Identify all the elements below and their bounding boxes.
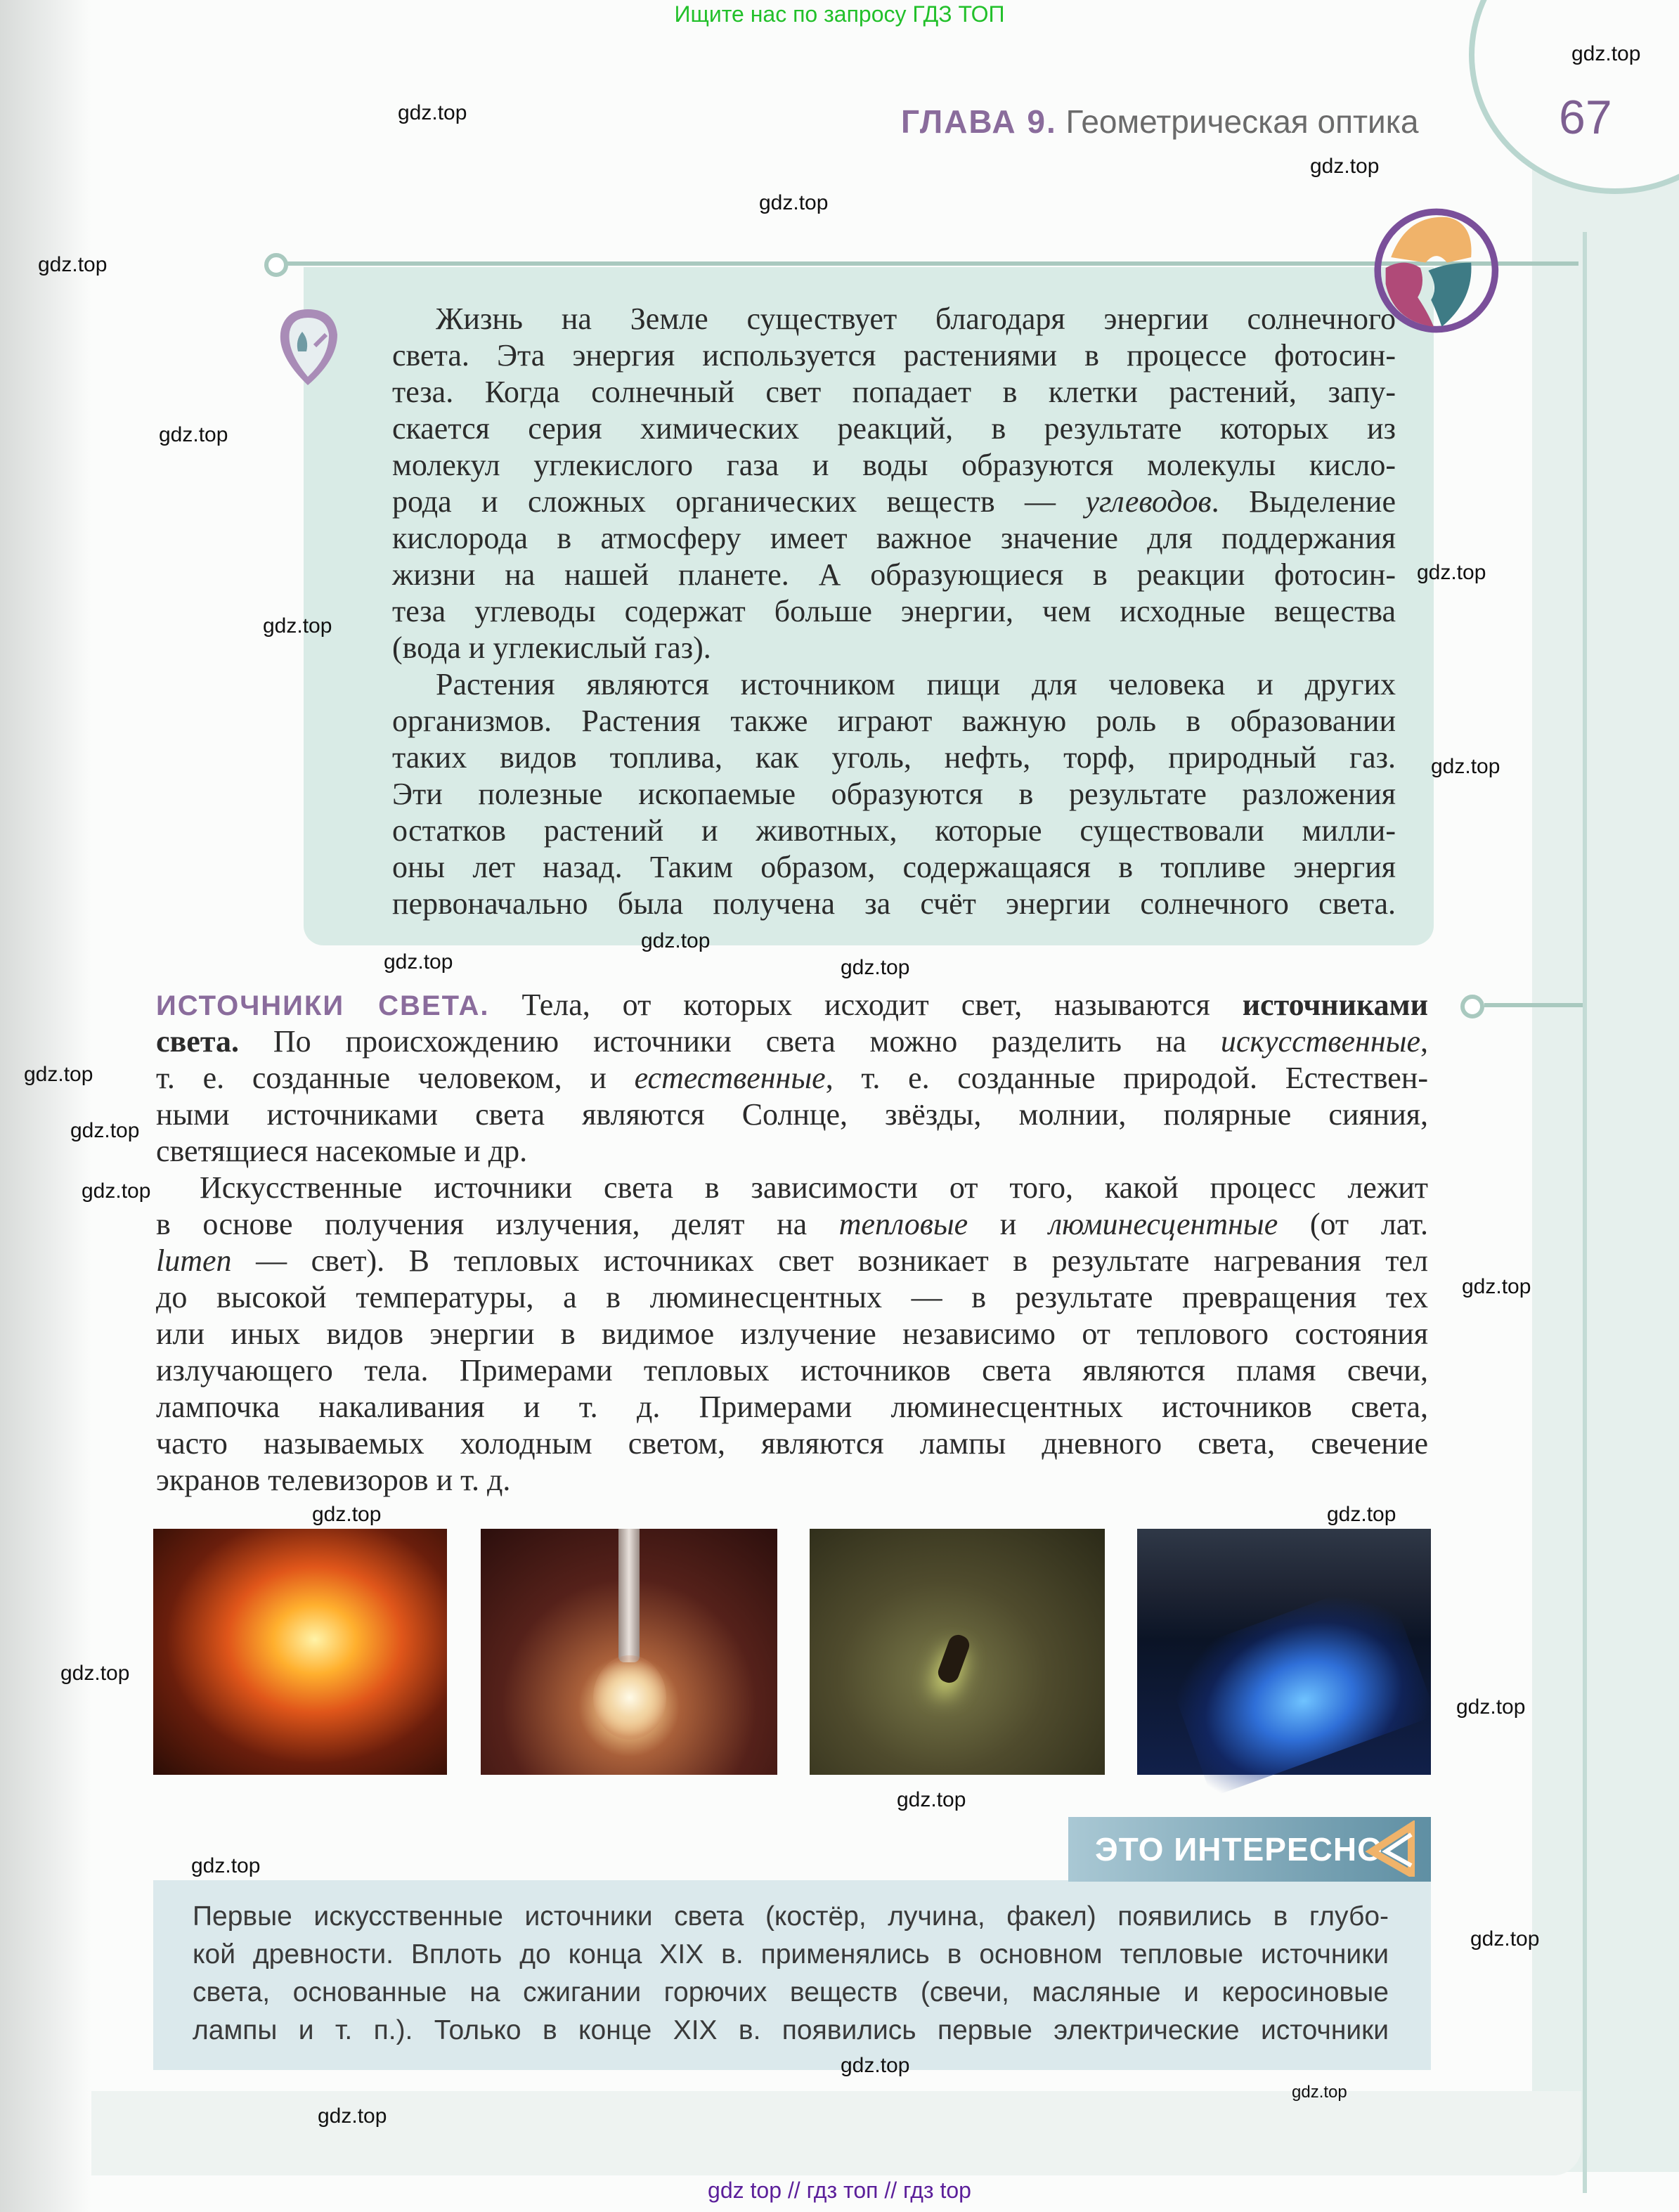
text-line [156,1462,1428,1499]
text-line [392,739,1396,776]
watermark: gdz.top [70,1119,140,1142]
italic-term: lumen [156,1243,232,1278]
text-segment: экранов телевизоров и т. д. [156,1463,511,1497]
watermark: gdz.top [841,956,910,979]
watermark: gdz.top [1417,561,1486,584]
text-line [156,1243,1428,1279]
text-segment: , [1420,1024,1428,1059]
watermark: gdz.top [1462,1275,1531,1298]
watermark: gdz.top [1292,2083,1347,2102]
text-segment: Растения являются источником пищи для человека и других [436,667,1396,701]
watermark: gdz.top [398,101,467,124]
top-banner[interactable]: Ищите нас по запросу ГДЗ ТОП [674,1,1005,27]
text-line [392,374,1396,410]
right-margin-band [1532,35,1679,2172]
text-line [193,1936,1389,1974]
text-segment: , т. е. созданные природой. Естествен- [825,1061,1428,1095]
interesting-text [193,1898,1389,2050]
text-segment: светящиеся насекомые и др. [156,1134,528,1168]
text-line [156,1170,1428,1206]
light-sources-section [156,987,1428,1499]
text-line [156,1425,1428,1462]
impossible-triangle-icon [1363,1820,1420,1877]
text-segment: лампочка накаливания и т. д. Примерами люминесцентных источников света, [156,1390,1428,1424]
divider-dot [264,253,288,277]
text-segment: рода и сложных органических веществ — [392,484,1086,519]
text-segment: света. Эта энергия используется растениями в процессе фотосин- [392,338,1396,373]
text-line [193,2012,1389,2050]
text-line [392,776,1396,813]
text-line [392,447,1396,484]
chapter-header [901,103,1418,141]
text-segment: часто называемых холодным светом, являются лампы дневного света, свечение [156,1426,1428,1461]
watermark: gdz.top [318,2104,387,2128]
watermark: gdz.top [24,1063,93,1086]
watermark: gdz.top [1470,1927,1540,1951]
text-segment: кислорода в атмосферу имеет важное значение для поддержания [392,521,1396,555]
watermark: gdz.top [1571,42,1641,65]
text-segment: . Выделение [1211,484,1396,519]
text-segment: Тела, от которых исходит свет, называются [489,988,1243,1022]
text-line [392,301,1396,337]
italic-term: тепловые [838,1207,968,1241]
text-segment: т. е. созданные человеком, и [156,1061,635,1095]
bold-term: света. [156,1024,239,1059]
text-line [156,1206,1428,1243]
text-segment: таких видов топлива, как уголь, нефть, торф, природный газ. [392,740,1396,775]
text-segment: Искусственные источники света в зависимости от того, какой процесс лежит [200,1170,1428,1205]
text-line [392,484,1396,520]
italic-term: углеводов [1085,484,1212,519]
text-segment: Первые искусственные источники света (костёр, лучина, факел) появились в глубо- [193,1901,1389,1932]
text-line [156,1060,1428,1097]
text-segment: до высокой температуры, а в люминесцентных — в результате превращения тех [156,1280,1428,1314]
text-segment: (вода и углекислый газ). [392,630,711,665]
leaf-drop-icon [273,304,343,388]
blue-glow [1161,1577,1436,1797]
italic-term: искусственные [1220,1024,1420,1059]
text-line [156,1389,1428,1425]
italic-term: люминесцентные [1048,1207,1278,1241]
section-rule [1484,1003,1583,1007]
watermark: gdz.top [1456,1695,1526,1719]
text-segment: или иных видов энергии в видимое излучение независимо от теплового состояния [156,1317,1428,1351]
watermark: gdz.top [1431,755,1500,778]
section-dot [1460,995,1484,1018]
text-segment: теза углеводы содержат больше энергии, чем исходные вещества [392,594,1396,628]
page-gutter-shadow [0,0,91,2212]
text-segment: скается серия химических реакций, в результате которых из [392,411,1396,446]
text-segment: излучающего тела. Примерами тепловых источников света являются пламя свечи, [156,1353,1428,1388]
text-segment: в основе получения излучения, делят на [156,1207,839,1241]
italic-term: естественные [634,1061,826,1095]
text-segment: По происхождению источники света можно разделить на [238,1024,1221,1059]
chapter-label: ГЛАВА 9. [901,103,1057,140]
text-line [392,666,1396,703]
text-line [392,630,1396,666]
text-segment: света, основанные на сжигании горючих веществ (свечи, масляные и керосиновые [193,1977,1389,2007]
text-line [156,1279,1428,1316]
fire-photo [153,1529,447,1775]
page-number: 67 [1559,91,1612,144]
firefly [935,1632,972,1686]
text-segment: Жизнь на Земле существует благодаря энергии солнечного [436,302,1396,336]
watermark: gdz.top [384,950,453,974]
text-segment: организмов. Растения также играют важную роль в образовании [392,704,1396,738]
footer-links[interactable]: gdz top // гдз топ // гдз top [708,2178,971,2203]
watermark: gdz.top [60,1662,130,1685]
page-bottom-shade [91,2091,1581,2175]
text-segment: первоначально была получена за счёт энергии солнечного света. [392,886,1396,921]
bold-term: источниками [1242,988,1429,1022]
margin-line [1583,232,1587,2193]
text-line [392,813,1396,849]
text-segment: оны лет назад. Таким образом, содержащаяся в топливе энергия [392,850,1396,884]
text-line [156,1316,1428,1352]
light-bulb-photo [481,1529,777,1775]
watermark: gdz.top [312,1503,382,1526]
watermark: gdz.top [191,1854,261,1877]
text-segment: Эти полезные ископаемые образуются в результате разложения [392,777,1396,811]
text-line [392,410,1396,447]
watermark: gdz.top [38,253,108,276]
text-line [392,337,1396,374]
text-line [156,1352,1428,1389]
text-segment: — свет). В тепловых источниках свет возникает в результате нагревания тел [231,1243,1428,1278]
watermark: gdz.top [1310,155,1380,178]
watermark: gdz.top [263,614,332,638]
text-line [193,1974,1389,2012]
watermark: gdz.top [759,191,829,214]
interesting-tab-label: ЭТО ИНТЕРЕСНО [1095,1831,1383,1868]
text-segment: и [968,1207,1049,1241]
text-line [392,593,1396,630]
watermark: gdz.top [641,929,711,952]
text-line [156,1023,1428,1060]
firefly-photo [810,1529,1105,1775]
chapter-title: Геометрическая оптика [1056,103,1419,140]
text-segment: молекул углекислого газа и воды образуются молекулы кисло- [392,448,1396,482]
text-segment: кой древности. Вплоть до конца XIX в. применялись в основном тепловые источники [193,1939,1389,1970]
text-segment: (от лат. [1278,1207,1428,1241]
watermark: gdz.top [1327,1503,1396,1526]
text-line [156,1133,1428,1170]
bioluminescent-shore-photo [1137,1529,1431,1775]
watermark: gdz.top [897,1788,966,1811]
bulb-glow [593,1655,666,1740]
watermark: gdz.top [159,423,228,446]
text-line [392,849,1396,886]
text-line [392,520,1396,557]
text-line [156,1097,1428,1133]
text-segment: лампы и т. п.). Только в конце XIX в. появились первые электрические источники [193,2015,1389,2045]
text-line [193,1898,1389,1936]
section-heading: ИСТОЧНИКИ СВЕТА. [156,990,490,1021]
watermark: gdz.top [841,2054,910,2077]
bulb-socket [618,1529,640,1662]
text-line [156,987,1428,1023]
text-line [392,557,1396,593]
text-line [392,886,1396,922]
text-segment: жизни на нашей планете. А образующиеся в реакции фотосин- [392,557,1396,592]
text-segment: ными источниками света являются Солнце, звёзды, молнии, полярные сияния, [156,1097,1428,1132]
intro-paragraph [392,301,1396,922]
watermark: gdz.top [82,1179,151,1203]
text-segment: остатков растений и животных, которые существовали милли- [392,813,1396,848]
text-segment: теза. Когда солнечный свет попадает в клетки растений, запу- [392,375,1396,409]
text-line [392,703,1396,739]
